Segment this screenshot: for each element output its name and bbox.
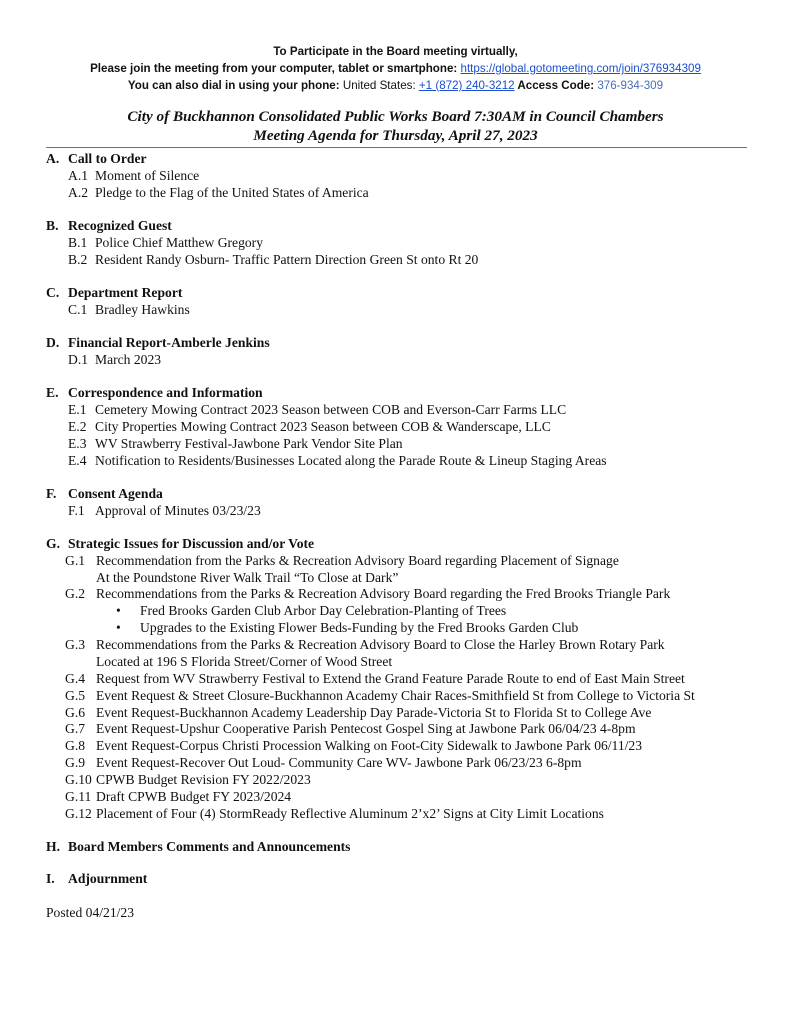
item-text: Bradley Hawkins — [95, 302, 190, 317]
agenda-item — [65, 772, 311, 788]
item-text: Pledge to the Flag of the United States of America — [95, 185, 369, 200]
item-number: G.3 — [65, 637, 86, 652]
item-number: F.1 — [68, 503, 85, 518]
agenda-item — [65, 755, 582, 771]
agenda-item — [65, 671, 685, 687]
item-text: Resident Randy Osburn- Traffic Pattern Direction Green St onto Rt 20 — [95, 252, 479, 267]
section-letter: E. — [46, 385, 59, 400]
item-text: Cemetery Mowing Contract 2023 Season between COB and Everson-Carr Farms LLC — [95, 402, 567, 417]
agenda-item — [68, 302, 190, 318]
title-divider — [46, 147, 747, 148]
section-c-heading — [46, 285, 182, 301]
agenda-item — [65, 586, 670, 602]
section-title: Consent Agenda — [68, 486, 163, 501]
section-letter: H. — [46, 839, 60, 854]
item-number: B.2 — [68, 252, 88, 267]
agenda-item — [65, 688, 695, 704]
item-number: A.2 — [68, 185, 89, 200]
bullet-icon: • — [116, 603, 121, 618]
item-text: Event Request-Upshur Cooperative Parish Pentecost Gospel Sing at Jawbone Park 06/04/23 4-8pm — [96, 721, 636, 736]
agenda-item — [68, 419, 551, 435]
item-text: Notification to Residents/Businesses Located along the Parade Route & Lineup Staging Areas — [95, 453, 607, 468]
section-title: Board Members Comments and Announcements — [68, 839, 351, 854]
join-meeting-text: Please join the meeting from your computer, tablet or smartphone: — [90, 62, 461, 75]
section-letter: I. — [46, 871, 55, 886]
item-text: Moment of Silence — [95, 168, 200, 183]
item-text: City Properties Mowing Contract 2023 Season between COB & Wanderscape, LLC — [95, 419, 551, 434]
section-title: Adjournment — [68, 871, 148, 886]
section-e-heading — [46, 385, 263, 401]
section-f-heading — [46, 486, 163, 502]
agenda-item — [65, 553, 619, 569]
item-number: E.3 — [68, 436, 87, 451]
section-letter: B. — [46, 218, 59, 233]
agenda-item — [68, 235, 263, 251]
meeting-title: City of Buckhannon Consolidated Public Works Board 7:30AM in Council Chambers — [127, 108, 664, 125]
dial-in-text: You can also dial in using your phone: — [127, 79, 343, 92]
section-letter: G. — [46, 536, 60, 551]
item-number: G.11 — [65, 789, 92, 804]
item-number: G.4 — [65, 671, 86, 686]
item-number: D.1 — [68, 352, 89, 367]
item-number: G.6 — [65, 705, 86, 720]
section-d-heading — [46, 335, 270, 351]
agenda-item — [65, 705, 651, 721]
item-number: C.1 — [68, 302, 88, 317]
item-number: E.1 — [68, 402, 87, 417]
gotomeeting-link[interactable]: https://global.gotomeeting.com/join/376934309 — [460, 62, 701, 75]
item-text: Recommendations from the Parks & Recreation Advisory Board to Close the Harley Brown Rotary Park — [96, 637, 665, 652]
item-text: March 2023 — [95, 352, 162, 367]
section-g-heading — [46, 536, 314, 552]
item-text: Event Request-Buckhannon Academy Leadership Day Parade-Victoria St to Florida St to College Ave — [96, 705, 652, 720]
agenda-item — [68, 436, 403, 452]
sub-bullet — [116, 620, 579, 636]
posted-date: Posted 04/21/23 — [46, 905, 134, 920]
section-title: Call to Order — [68, 151, 147, 166]
item-text: Event Request-Recover Out Loud- Community Care WV- Jawbone Park 06/23/23 6-8pm — [96, 755, 582, 770]
dial-in-line — [0, 79, 791, 92]
item-continuation: Located at 196 S Florida Street/Corner of Wood Street — [96, 654, 393, 669]
item-text: Event Request-Corpus Christi Procession Walking on Foot-City Sidewalk to Jawbone Park 06/11/23 — [96, 738, 643, 753]
join-meeting-line — [0, 62, 791, 75]
section-title: Department Report — [68, 285, 183, 300]
section-title: Recognized Guest — [68, 218, 172, 233]
sub-bullet — [116, 603, 507, 619]
item-number: E.2 — [68, 419, 87, 434]
item-text: Recommendation from the Parks & Recreation Advisory Board regarding Placement of Signage — [96, 553, 619, 568]
agenda-item — [68, 453, 607, 469]
item-number: G.12 — [65, 806, 92, 821]
item-text: Recommendations from the Parks & Recreation Advisory Board regarding the Fred Brooks Triangle Park — [96, 586, 671, 601]
item-number: G.7 — [65, 721, 86, 736]
section-letter: D. — [46, 335, 60, 350]
dial-in-phone-link[interactable]: +1 (872) 240-3212 — [418, 79, 515, 92]
section-letter: F. — [46, 486, 57, 501]
virtual-participation-heading: To Participate in the Board meeting virtually, — [273, 45, 518, 58]
access-code-label: Access Code: — [514, 79, 598, 92]
item-continuation: At the Poundstone River Walk Trail “To Close at Dark” — [96, 570, 399, 585]
item-number: G.8 — [65, 738, 86, 753]
item-text: Draft CPWB Budget FY 2023/2024 — [96, 789, 292, 804]
agenda-item — [65, 806, 604, 822]
agenda-item — [65, 789, 291, 805]
dial-in-country: United States: — [342, 79, 419, 92]
item-text: Request from WV Strawberry Festival to Extend the Grand Feature Parade Route to end of East Main Street — [96, 671, 685, 686]
agenda-item — [65, 721, 636, 737]
item-number: B.1 — [68, 235, 88, 250]
item-text: WV Strawberry Festival-Jawbone Park Vendor Site Plan — [95, 436, 403, 451]
section-title: Financial Report-Amberle Jenkins — [68, 335, 270, 350]
agenda-item — [68, 402, 566, 418]
bullet-text: Fred Brooks Garden Club Arbor Day Celebration-Planting of Trees — [140, 603, 507, 618]
item-text: Event Request & Street Closure-Buckhannon Academy Chair Races-Smithfield St from College to Victoria St — [96, 688, 695, 703]
section-letter: C. — [46, 285, 60, 300]
agenda-item — [65, 637, 665, 653]
bullet-icon: • — [116, 620, 121, 635]
agenda-item — [68, 252, 478, 268]
item-text: Police Chief Matthew Gregory — [95, 235, 263, 250]
item-number: G.5 — [65, 688, 86, 703]
access-code-value: 376-934-309 — [597, 79, 664, 92]
item-text: CPWB Budget Revision FY 2022/2023 — [96, 772, 311, 787]
section-title: Strategic Issues for Discussion and/or Vote — [68, 536, 315, 551]
item-number: G.2 — [65, 586, 86, 601]
item-text: Placement of Four (4) StormReady Reflective Aluminum 2’x2’ Signs at City Limit Locations — [96, 806, 604, 821]
agenda-item — [68, 185, 369, 201]
section-title: Correspondence and Information — [68, 385, 263, 400]
agenda-item — [68, 503, 261, 519]
meeting-date-title: Meeting Agenda for Thursday, April 27, 2023 — [253, 127, 538, 144]
item-text: Approval of Minutes 03/23/23 — [95, 503, 261, 518]
bullet-text: Upgrades to the Existing Flower Beds-Funding by the Fred Brooks Garden Club — [140, 620, 579, 635]
section-h-heading — [46, 839, 350, 855]
section-i-heading — [46, 871, 147, 887]
item-number: E.4 — [68, 453, 87, 468]
agenda-item — [68, 352, 161, 368]
agenda-item — [68, 168, 199, 184]
item-number: A.1 — [68, 168, 89, 183]
section-letter: A. — [46, 151, 60, 166]
section-b-heading — [46, 218, 172, 234]
section-a-heading — [46, 151, 147, 167]
item-number: G.1 — [65, 553, 86, 568]
item-number: G.10 — [65, 772, 92, 787]
agenda-item — [65, 738, 642, 754]
item-number: G.9 — [65, 755, 86, 770]
